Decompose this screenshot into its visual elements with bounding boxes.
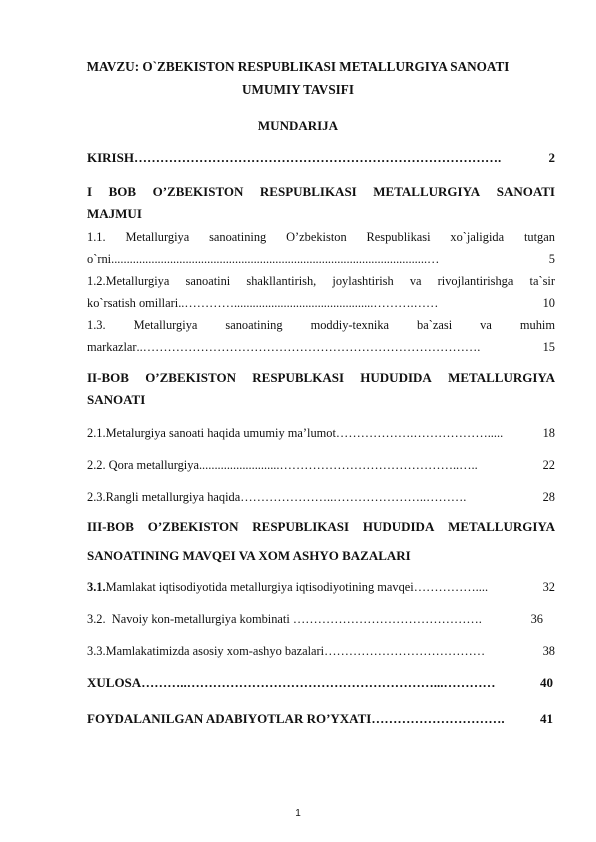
toc-dot-leader: ......................................................................................................… — [111, 252, 440, 266]
toc-chapter-2-line-1[interactable] — [87, 370, 555, 386]
toc-page-number: 40 — [540, 675, 553, 690]
word: O’ZBEKISTON — [145, 370, 236, 385]
word: METALLURGIYA — [448, 519, 555, 534]
toc-section-1-2-line-1[interactable] — [87, 273, 555, 289]
word: HUDUDIDA — [362, 519, 435, 534]
toc-dot-leader: ………………………………… — [324, 644, 486, 658]
word: sanoatining — [209, 230, 267, 244]
toc-page-number: 36 — [530, 612, 543, 626]
word: III-BOB — [87, 519, 134, 534]
toc-section-1-1-line-1[interactable] — [87, 229, 555, 245]
toc-page-number: 18 — [542, 426, 555, 440]
word: RESPUBLKASI — [252, 370, 345, 385]
word: O’ZBEKISTON — [152, 184, 244, 199]
toc-entry-text: FOYDALANILGAN ADABIYOTLAR RO’YXATI — [87, 711, 372, 726]
toc-page-number: 41 — [540, 711, 553, 726]
toc-dot-leader: ……………….………………..... — [335, 426, 504, 440]
word: Metallurgiya — [125, 230, 190, 244]
word: RESPUBLIKASI — [259, 184, 357, 199]
toc-page-number: 28 — [542, 490, 555, 504]
toc-entry-xulosa[interactable] — [87, 675, 553, 691]
toc-entry-text: XULOSA — [87, 675, 142, 690]
toc-page-number: 38 — [542, 644, 555, 658]
word: METALLURGIYA — [373, 184, 481, 199]
word: METALLURGIYA — [448, 370, 555, 385]
word: joylashtirish — [332, 274, 394, 288]
toc-section-2-3[interactable] — [87, 489, 555, 505]
toc-dot-leader: …………………………. — [371, 711, 505, 726]
toc-entry-number: 3.1. — [87, 580, 106, 594]
toc-page-number: 2 — [548, 150, 555, 165]
toc-dot-leader: ………..…………………………………………………...………… — [141, 675, 496, 690]
word: Metallurgiya — [133, 318, 198, 332]
toc-page-number: 22 — [542, 458, 555, 472]
word: 1.3. — [87, 318, 106, 332]
toc-entry-text: Mamlakat iqtisodiyotida metallurgiya iqtisodiyotining mavqei — [105, 580, 414, 594]
page-number: 1 — [295, 808, 301, 819]
toc-entry-text: 3.2. Navoiy kon-metallurgiya kombinati — [87, 612, 293, 626]
toc-entry-text: 2.2. Qora metallurgiya — [87, 458, 199, 472]
word: 1.1. — [87, 230, 106, 244]
word: tutgan — [523, 230, 555, 244]
toc-dot-leader: …………………………………………………………………………. — [133, 150, 502, 165]
toc-entry-text: o`rni — [87, 252, 112, 266]
document-title — [60, 55, 536, 101]
word: HUDUDIDA — [360, 370, 432, 385]
title-line-2: UMUMIY TAVSIFI — [242, 82, 354, 97]
word: rivojlantirishga — [437, 274, 514, 288]
toc-entry-text: markazlar — [87, 340, 137, 354]
word: sanoatining — [225, 318, 283, 332]
toc-chapter-1-line-1[interactable] — [87, 184, 555, 200]
word: II-BOB — [87, 370, 129, 385]
toc-entry-text: 3.3.Mamlakatimizda asosiy xom-ashyo bazalari — [87, 644, 325, 658]
word: xo`jaligida — [450, 230, 505, 244]
word: O’zbekiston — [286, 230, 347, 244]
word: shakllantirish, — [246, 274, 317, 288]
word: va — [409, 274, 422, 288]
word: RESPUBLIKASI — [252, 519, 350, 534]
toc-dot-leader: …………………..…………………..………. — [240, 490, 467, 504]
toc-chapter-3-line-2[interactable]: SANOATINING MAVQEI VA XOM ASHYO BAZALARI — [87, 548, 411, 563]
toc-page-number: 5 — [548, 252, 555, 266]
toc-section-1-1-line-2[interactable] — [87, 251, 555, 267]
word: SANOATI — [496, 184, 555, 199]
toc-dot-leader: ..........................……………………………………..….. — [198, 458, 478, 472]
toc-section-3-2[interactable] — [87, 611, 543, 627]
toc-chapter-1-line-2[interactable]: MAJMUI — [87, 206, 142, 221]
toc-section-3-1[interactable] — [87, 579, 555, 595]
toc-dot-leader: ..………….............................................……….…… — [178, 296, 439, 310]
word: muhim — [519, 318, 555, 332]
word: ba`zasi — [417, 318, 453, 332]
toc-section-3-3[interactable] — [87, 643, 555, 659]
toc-dot-leader: ………………………………………. — [292, 612, 482, 626]
word: I — [87, 184, 93, 199]
word: moddiy-texnika — [310, 318, 390, 332]
toc-page-number: 15 — [542, 340, 555, 354]
word: 1.2.Metallurgiya — [87, 274, 170, 288]
toc-page-number: 10 — [542, 296, 555, 310]
contents-heading: MUNDARIJA — [257, 118, 339, 133]
toc-chapter-2-line-2[interactable]: SANOATI — [87, 392, 146, 407]
toc-dot-leader: …………….... — [413, 580, 489, 594]
toc-section-1-3-line-1[interactable] — [87, 317, 555, 333]
title-line-1: MAVZU: O`ZBEKISTON RESPUBLIKASI METALLURGIYA SANOATI — [86, 59, 510, 74]
toc-entry-text: 2.3.Rangli metallurgiya haqida — [87, 490, 241, 504]
toc-entry-text: ko`rsatish omillari — [87, 296, 179, 310]
toc-entry-text: KIRISH — [87, 150, 134, 165]
toc-dot-leader: ..………………………………………………………………………. — [136, 340, 481, 354]
toc-chapter-3-line-1[interactable] — [87, 519, 555, 535]
word: va — [480, 318, 492, 332]
word: Respublikasi — [366, 230, 431, 244]
toc-page-number: 32 — [542, 580, 555, 594]
toc-entry-text: 2.1.Metalurgiya sanoati haqida umumiy ma’lumot — [87, 426, 336, 440]
toc-section-2-1[interactable] — [87, 425, 555, 441]
toc-section-1-2-line-2[interactable] — [87, 295, 555, 311]
word: ta`sir — [529, 274, 555, 288]
word: BOB — [108, 184, 137, 199]
word: sanoatini — [185, 274, 231, 288]
toc-section-2-2[interactable] — [87, 457, 555, 473]
word: O’ZBEKISTON — [147, 519, 239, 534]
toc-entry-kirish[interactable] — [87, 150, 555, 166]
toc-entry-references[interactable] — [87, 711, 553, 727]
toc-section-1-3-line-2[interactable] — [87, 339, 555, 355]
